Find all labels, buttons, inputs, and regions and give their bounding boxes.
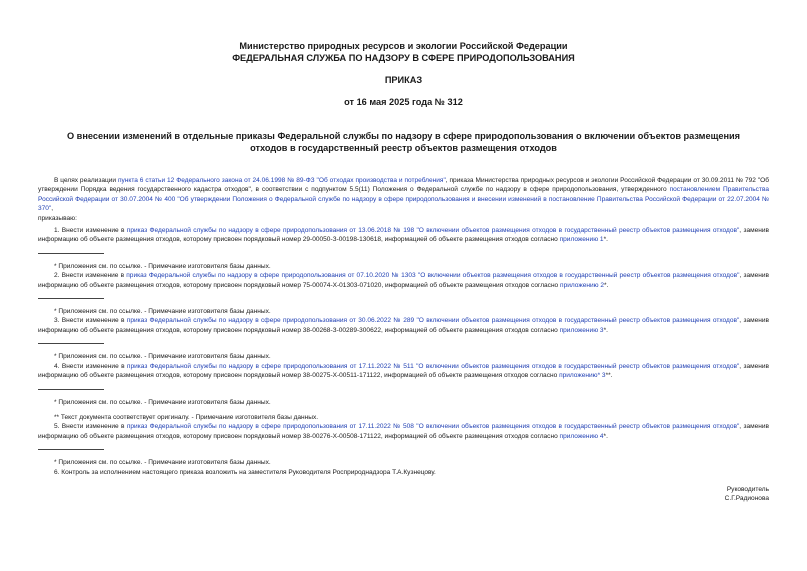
footnote: * Приложения см. по ссылке. - Примечание изготовителя базы данных. (54, 459, 271, 467)
order-link[interactable]: приказ Федеральной службы по надзору в сфере природопользования от 30.06.2022 № 289 "О включении объектов размещения отходов в государственный реестр объектов размещения отходов" (126, 317, 740, 325)
preamble-text-2: , приказа Министерства природных ресурсов и экологии Российской Федерации от 30.09.2011 № 792 "Об утверждении Порядка ведения государственного кадастра отходов", в соответствии с подпунктом 5.5(11) Положения о Федеральной службе по надзору в сфере природопользования, утвержденного (38, 177, 769, 194)
signer-name: С.Г.Радионова (724, 495, 769, 503)
footnote: * Приложения см. по ссылке. - Примечание изготовителя базы данных. (54, 308, 271, 316)
appendix-link[interactable]: приложению* 3 (559, 372, 606, 380)
signature-block (38, 485, 769, 504)
list-item (38, 226, 769, 245)
footnote: * Приложения см. по ссылке. - Примечание изготовителя базы данных. (54, 353, 271, 361)
document-title: О внесении изменений в отдельные приказы Федеральной службы по надзору в сфере природопользования о включении объектов размещения отходов в государственный реестр объектов размещения отходов (66, 131, 741, 153)
document-date-number: от 16 мая 2025 года № 312 (344, 97, 463, 107)
appendix-link[interactable]: приложению 3 (559, 326, 604, 334)
item-lead: 3. Внести изменение в (54, 317, 127, 325)
ministry-name: Министерство природных ресурсов и экологии Российской Федерации (239, 41, 568, 51)
preamble (38, 176, 769, 214)
item-tail: *. (603, 432, 608, 440)
order-link[interactable]: приказ Федеральной службы по надзору в сфере природопользования от 07.10.2020 № 1303 "О включении объектов размещения отходов в государственный реестр объектов размещения отходов" (126, 272, 740, 280)
item-lead: 1. Внести изменение в (54, 227, 127, 235)
footnote-divider (38, 449, 104, 450)
item-tail: **. (605, 372, 613, 380)
preamble-text-1: В целях реализации (54, 177, 118, 184)
service-name: ФЕДЕРАЛЬНАЯ СЛУЖБА ПО НАДЗОРУ В СФЕРЕ ПРИРОДОПОЛЬЗОВАНИЯ (232, 53, 575, 63)
order-link[interactable]: приказ Федеральной службы по надзору в сфере природопользования от 17.11.2022 № 511 "О включении объектов размещения отходов в государственный реестр объектов размещения отходов" (126, 362, 740, 370)
preamble-text-3: , (51, 205, 54, 213)
item-text: , заменив информацию об объекте размещения отходов, которому присвоен порядковый номер 38-00275-Х-00511-171122, информацией об объекте размещения отходов согласно (38, 362, 769, 380)
list-item (38, 362, 769, 381)
item-lead: 5. Внести изменение в (54, 423, 127, 431)
appendix-link[interactable]: приложению 1 (559, 236, 604, 244)
law-link[interactable]: пункта 6 статьи 12 Федерального закона от 24.06.1998 № 89-ФЗ "Об отходах производства и потребления" (117, 177, 446, 184)
order-link[interactable]: приказ Федеральной службы по надзору в сфере природопользования от 13.06.2018 № 198 "О включении объектов размещения отходов в государственный реестр объектов размещения отходов" (126, 227, 740, 235)
signer-role: Руководитель (726, 485, 769, 493)
footnote: ** Текст документа соответствует оригиналу. - Примечание изготовителя базы данных. (54, 413, 319, 421)
footnote-divider (38, 343, 104, 344)
government-decree-link[interactable]: постановлением Правительства Российской Федерации от 30.07.2004 № 400 "Об утверждении Положения о Федеральной службе по надзору в сфере природопользования и внесении изменений в постановление Правительства Российской Федерации от 22.07.2004 № 370" (38, 186, 769, 213)
order-word: приказываю: (38, 214, 77, 222)
item-text: , заменив информацию об объекте размещения отходов, которому присвоен порядковый номер 38-00268-З-00289-300622, информацией об объекте размещения отходов согласно (38, 317, 769, 334)
list-item: 6. Контроль за исполнением настоящего приказа возложить на заместителя Руководителя Росприроднадзора Т.А.Кузнецову. (54, 468, 436, 476)
item-text: , заменив информацию об объекте размещения отходов, которому присвоен порядковый номер 75-00074-Х-01303-071020, информацией об объекте размещения отходов согласно (38, 272, 769, 289)
order-link[interactable]: приказ Федеральной службы по надзору в сфере природопользования от 17.11.2022 № 508 "О включении объектов размещения отходов в государственный реестр объектов размещения отходов" (126, 423, 740, 431)
list-item (38, 422, 769, 441)
item-text: , заменив информацию об объекте размещения отходов, которому присвоен порядковый номер 38-00276-Х-00508-171122, информацией об объекте размещения отходов согласно (38, 423, 769, 440)
footnote-divider (38, 253, 104, 254)
item-lead: 2. Внести изменение в (54, 272, 127, 280)
document-type: ПРИКАЗ (384, 75, 423, 85)
footnote: * Приложения см. по ссылке. - Примечание изготовителя базы данных. (54, 262, 271, 270)
document-body (38, 176, 769, 504)
footnote: * Приложения см. по ссылке. - Примечание изготовителя базы данных. (54, 398, 271, 406)
footnote-divider (38, 389, 104, 390)
footnote-divider (38, 298, 104, 299)
item-tail: *. (603, 326, 608, 334)
list-item (38, 316, 769, 335)
appendix-link[interactable]: приложению 4 (559, 432, 604, 440)
list-item (38, 271, 769, 290)
item-lead: 4. Внести изменение в (54, 362, 127, 370)
item-text: , заменив информацию об объекте размещения отходов, которому присвоен порядковый номер 29-00050-З-00198-130618, информацией об объекте размещения отходов согласно (38, 227, 769, 244)
item-tail: *. (603, 236, 608, 244)
appendix-link[interactable]: приложению 2 (560, 281, 604, 289)
item-tail: *. (604, 281, 609, 289)
